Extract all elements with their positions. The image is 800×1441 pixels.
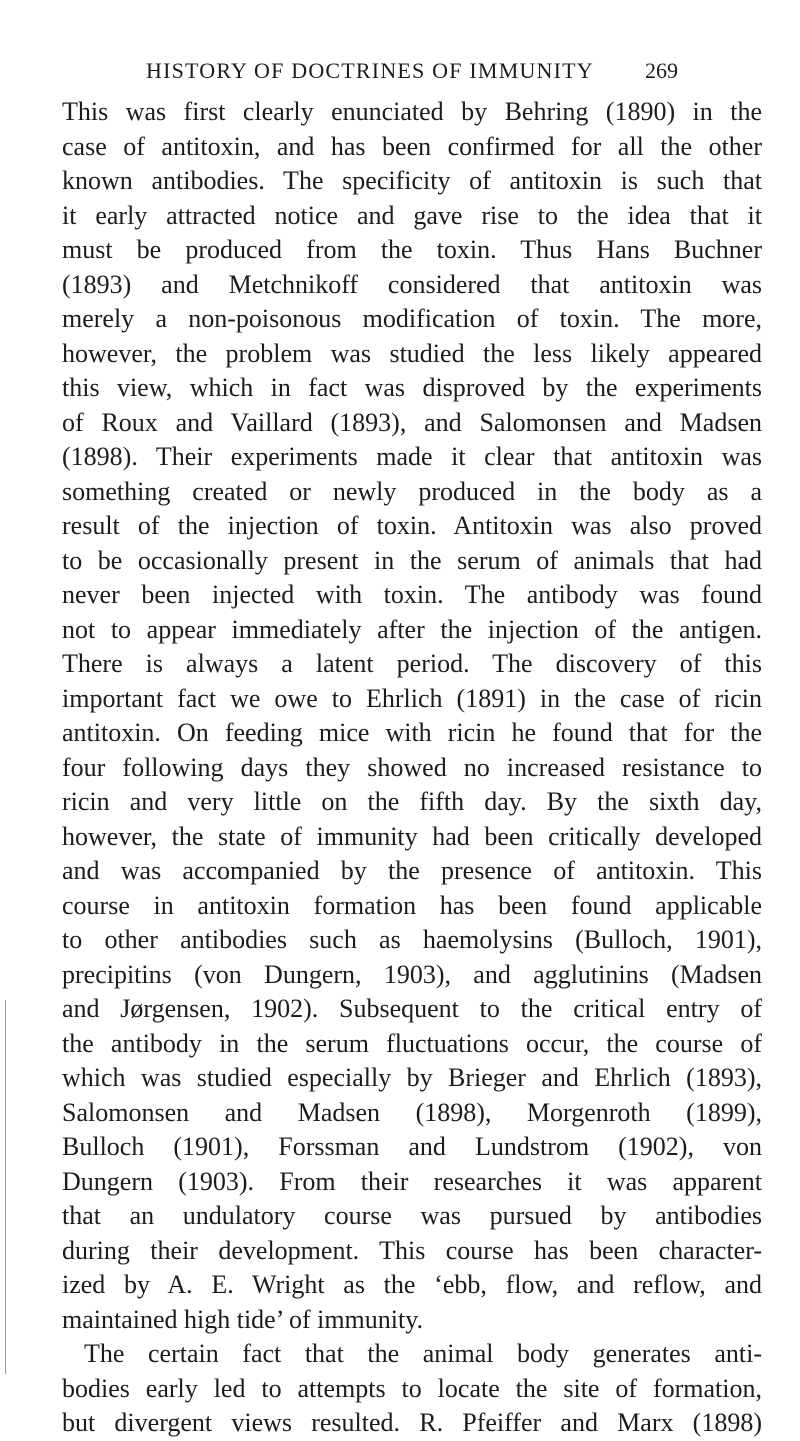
text-line: which was studied especially by Brieger and Ehrlich (1893), — [62, 1063, 762, 1092]
text-line: precipitins (von Dungern, 1903), and agglutinins (Madsen — [62, 959, 762, 989]
text-line: There is always a latent period. The discovery of this — [62, 649, 762, 678]
text-line: however, the state of immunity had been critically developed — [62, 821, 762, 851]
text-line: to other antibodies such as haemolysins (Bulloch, 1901), — [62, 925, 762, 954]
text-line: (1893) and Metchnikoff considered that antitoxin was — [62, 269, 762, 299]
text-line: four following days they showed no increased resistance to — [62, 752, 762, 782]
text-line: must be produced from the toxin. Thus Hans Buchner — [62, 235, 762, 264]
text-line: merely a non-poisonous modification of toxin. The more, — [62, 304, 762, 333]
text-line: to be occasionally present in the serum of animals that had — [62, 545, 762, 575]
text-line: during their development. This course has been character- — [62, 1235, 762, 1265]
text-line: This was first clearly enunciated by Behring (1890) in the — [62, 97, 762, 126]
text-line: but divergent views resulted. R. Pfeiffer and Marx (1898) — [62, 1408, 762, 1437]
text-line: and was accompanied by the presence of antitoxin. This — [62, 856, 762, 885]
text-line: known antibodies. The specificity of antitoxin is such that — [62, 166, 762, 195]
text-line: that an undulatory course was pursued by antibodies — [62, 1201, 762, 1230]
paragraph-end-line: maintained high tide’ of immunity. — [62, 1304, 424, 1334]
text-line: ricin and very little on the fifth day. By the sixth day, — [62, 787, 762, 816]
text-line: of Roux and Vaillard (1893), and Salomonsen and Madsen — [62, 407, 762, 437]
text-line: never been injected with toxin. The antibody was found — [62, 580, 762, 609]
page-edge-line — [5, 1000, 6, 1374]
text-line: Dungern (1903). From their researches it was apparent — [62, 1166, 762, 1196]
paragraph-start-line: The certain fact that the animal body generates anti- — [84, 1339, 762, 1368]
text-line: ized by A. E. Wright as the ‘ebb, flow, and reflow, and — [62, 1270, 762, 1299]
text-line: result of the injection of toxin. Antitoxin was also proved — [62, 511, 762, 540]
text-line: however, the problem was studied the less likely appeared — [62, 338, 762, 368]
text-line: course in antitoxin formation has been found applicable — [62, 890, 762, 920]
text-line: antitoxin. On feeding mice with ricin he found that for the — [62, 718, 762, 747]
text-line: case of antitoxin, and has been confirmed for all the other — [62, 131, 762, 161]
text-line: bodies early led to attempts to locate the site of formation, — [62, 1373, 762, 1403]
text-line: important fact we owe to Ehrlich (1891) in the case of ricin — [62, 683, 762, 713]
text-line: (1898). Their experiments made it clear that antitoxin was — [62, 442, 762, 471]
text-line: not to appear immediately after the injection of the antigen. — [62, 614, 762, 644]
body-text — [62, 95, 762, 1441]
text-line: and Jørgensen, 1902). Subsequent to the critical entry of — [62, 994, 762, 1023]
text-line: it early attracted notice and gave rise to the idea that it — [62, 200, 762, 230]
text-line: Salomonsen and Madsen (1898), Morgenroth (1899), — [62, 1097, 762, 1127]
page-number: 269 — [645, 58, 678, 83]
text-line: Bulloch (1901), Forssman and Lundstrom (1902), von — [62, 1132, 762, 1161]
running-head — [0, 58, 800, 98]
text-line: something created or newly produced in the body as a — [62, 476, 762, 506]
text-line: this view, which in fact was disproved by the experiments — [62, 373, 762, 402]
text-line: the antibody in the serum fluctuations occur, the course of — [62, 1028, 762, 1058]
running-title: HISTORY OF DOCTRINES OF IMMUNITY — [146, 58, 594, 83]
